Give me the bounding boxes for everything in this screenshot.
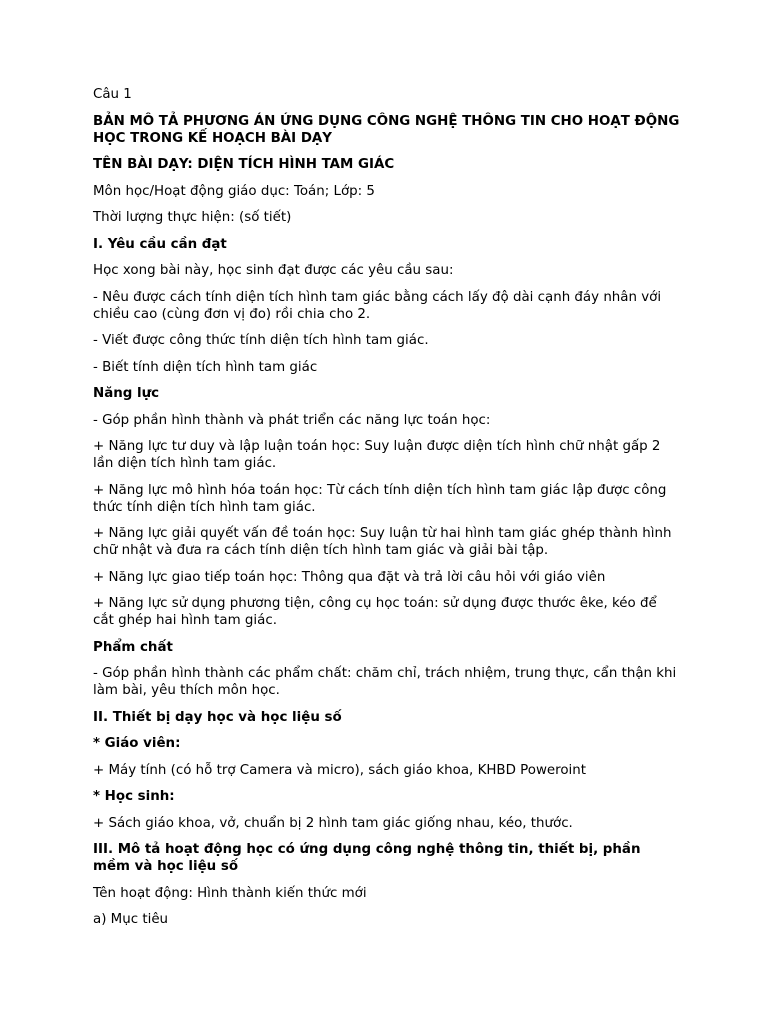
student-heading: * Học sinh:: [93, 789, 175, 804]
competence-item: + Năng lực tư duy và lập luận toán học: Suy luận được diện tích hình chữ nhật gấp 2 lần diện tích hình tam giác.: [93, 439, 661, 471]
competence-intro: - Góp phần hình thành và phát triển các năng lực toán học:: [93, 412, 491, 428]
competence-item: + Năng lực sử dụng phương tiện, công cụ học toán: sử dụng được thước êke, kéo để cắt ghép hai hình tam giác.: [93, 596, 657, 628]
section-1-heading: I. Yêu cầu cần đạt: [93, 236, 227, 252]
requirement-item: - Viết được công thức tính diện tích hình tam giác.: [93, 333, 429, 348]
section-3-heading: III. Mô tả hoạt động học có ứng dụng công nghệ thông tin, thiết bị, phần mềm và học liệu số: [93, 842, 641, 874]
subject-line: Môn học/Hoạt động giáo dục: Toán; Lớp: 5: [93, 183, 375, 199]
activity-name: Tên hoạt động: Hình thành kiến thức mới: [93, 885, 367, 901]
document-page: [93, 86, 681, 938]
objective-label: a) Mục tiêu: [93, 912, 169, 927]
requirement-item: - Nêu được cách tính diện tích hình tam giác bằng cách lấy độ dài cạnh đáy nhân với chiều cao (cùng đơn vị đo) rồi chia cho 2.: [93, 289, 662, 322]
duration-line: Thời lượng thực hiện: (số tiết): [93, 210, 292, 225]
quality-text: - Góp phần hình thành các phẩm chất: chăm chỉ, trách nhiệm, trung thực, cẩn thận khi làm bài, yêu thích môn học.: [93, 666, 677, 698]
teacher-heading: * Giáo viên:: [93, 736, 181, 751]
quality-heading: Phẩm chất: [93, 639, 173, 655]
competence-heading: Năng lực: [93, 386, 160, 401]
section-1-intro: Học xong bài này, học sinh đạt được các yêu cầu sau:: [93, 263, 454, 278]
competence-item: + Năng lực mô hình hóa toán học: Từ cách tính diện tích hình tam giác lập được công thức tính diện tích hình tam giác.: [93, 482, 667, 515]
student-items: + Sách giáo khoa, vở, chuẩn bị 2 hình tam giác giống nhau, kéo, thước.: [93, 815, 573, 831]
requirement-item: - Biết tính diện tích hình tam giác: [93, 359, 318, 375]
teacher-items: + Máy tính (có hỗ trợ Camera và micro), sách giáo khoa, KHBD Poweroint: [93, 762, 587, 778]
question-label: Câu 1: [93, 87, 132, 102]
lesson-title: TÊN BÀI DẠY: DIỆN TÍCH HÌNH TAM GIÁC: [93, 157, 395, 172]
main-title: BẢN MÔ TẢ PHƯƠNG ÁN ỨNG DỤNG CÔNG NGHỆ THÔNG TIN CHO HOẠT ĐỘNG HỌC TRONG KẾ HOẠCH BÀI DẠY: [93, 113, 680, 146]
competence-item: + Năng lực giải quyết vấn đề toán học: Suy luận từ hai hình tam giác ghép thành hình chữ nhật và đưa ra cách tính diện tích hình tam giác và giải bài tập.: [93, 526, 672, 558]
section-2-heading: II. Thiết bị dạy học và học liệu số: [93, 709, 342, 725]
competence-item: + Năng lực giao tiếp toán học: Thông qua đặt và trả lời câu hỏi với giáo viên: [93, 569, 606, 585]
